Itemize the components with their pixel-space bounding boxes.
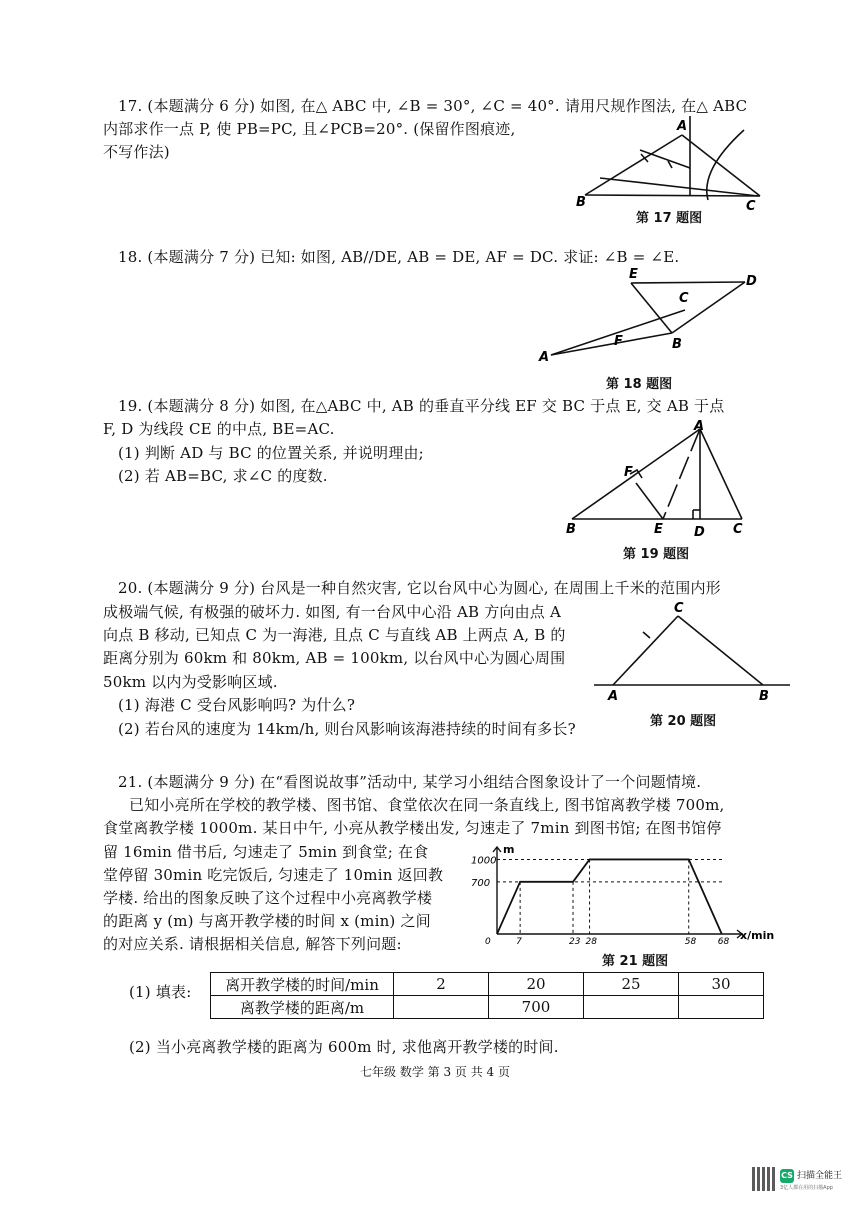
- q17-line-1: 17. (本题满分 6 分) 如图, 在△ ABC 中, ∠B = 30°, ∠C = 40°. 请用尺规作图法, 在△ ABC: [118, 97, 748, 115]
- q20-line-1: 20. (本题满分 9 分) 台风是一种自然灾害, 它以台风中心为圆心, 在周围上千米的范围内形: [118, 579, 721, 597]
- q21-line-2: 已知小亮所在学校的教学楼、图书馆、食堂依次在同一条直线上, 图书馆离教学楼 700m,: [129, 796, 725, 814]
- scanner-watermark: [752, 1167, 843, 1195]
- page-footer: 七年级 数学 第 3 页 共 4 页: [360, 1065, 510, 1079]
- chart-series-line: [497, 859, 722, 934]
- q21-line-4: 留 16min 借书后, 匀速走了 5min 到食堂; 在食: [103, 843, 429, 861]
- fig17-label-a: A: [677, 119, 688, 134]
- table-cell-blank[interactable]: [394, 996, 489, 1019]
- chart-xtick-label: 58: [684, 937, 697, 947]
- q17-line-2: 内部求作一点 P, 使 PB=PC, 且∠PCB=20°. (保留作图痕迹,: [103, 120, 516, 138]
- chart-ytick-label: 700: [471, 877, 491, 889]
- fig20-label-b: B: [759, 689, 769, 704]
- chart-xtick-label: 0: [485, 937, 491, 947]
- q19-line-3: (1) 判断 AD 与 BC 的位置关系, 并说明理由;: [118, 444, 424, 462]
- table-row: [211, 996, 764, 1019]
- fig18-label-d: D: [746, 274, 757, 289]
- fig18-label-a: A: [539, 350, 550, 365]
- q20-line-6: (1) 海港 C 受台风影响吗? 为什么?: [118, 696, 356, 714]
- fig17-label-c: C: [746, 199, 756, 214]
- fig18-label-e: E: [629, 267, 638, 282]
- fig19-label-c: C: [733, 522, 743, 537]
- q20-line-7: (2) 若台风的速度为 14km/h, 则台风影响该海港持续的时间有多长?: [118, 720, 576, 738]
- chart-xlabel: x/min: [740, 929, 775, 942]
- app-badge: CS: [780, 1169, 794, 1183]
- fig19-label-d: D: [694, 525, 705, 540]
- fig20-caption: 第 20 题图: [650, 714, 717, 729]
- q21-line-5: 堂停留 30min 吃完饭后, 匀速走了 10min 返回教: [103, 866, 444, 884]
- chart-xtick-label: 23: [569, 937, 581, 947]
- fig17-caption: 第 17 题图: [636, 211, 703, 226]
- q21-line-3: 食堂离教学楼 1000m. 某日中午, 小亮从教学楼出发, 匀速走了 7min 到图书馆; 在图书馆停: [103, 819, 722, 837]
- q19-line-4: (2) 若 AB=BC, 求∠C 的度数.: [118, 467, 328, 485]
- chart-ylabel: m: [503, 843, 515, 856]
- table-cell: 离开教学楼的时间/min: [211, 973, 394, 996]
- table-cell: 30: [679, 973, 764, 996]
- table-cell: 700: [489, 996, 584, 1019]
- table-cell: 25: [584, 973, 679, 996]
- q21-part1-label: (1) 填表:: [129, 983, 192, 1001]
- table-cell: 2: [394, 973, 489, 996]
- fig17-label-b: B: [576, 195, 586, 210]
- qr-code-icon: [752, 1167, 776, 1191]
- table-cell: 20: [489, 973, 584, 996]
- chart-xtick-label: 28: [585, 937, 598, 947]
- fig19-label-e: E: [654, 522, 663, 537]
- fig19-label-b: B: [566, 522, 576, 537]
- table-cell-blank[interactable]: [679, 996, 764, 1019]
- fig18-caption: 第 18 题图: [606, 377, 673, 392]
- fig19-label-a: A: [694, 419, 705, 434]
- q20-line-2: 成极端气候, 有极强的破坏力. 如图, 有一台风中心沿 AB 方向由点 A: [103, 603, 562, 621]
- q21-line-7: 的距离 y (m) 与离开教学楼的时间 x (min) 之间: [103, 912, 431, 930]
- q19-line-1: 19. (本题满分 8 分) 如图, 在△ABC 中, AB 的垂直平分线 EF 交 BC 于点 E, 交 AB 于点: [118, 397, 725, 415]
- q17-line-3: 不写作法): [103, 143, 170, 161]
- app-slogan: 3亿人都在用的扫描App: [780, 1185, 833, 1191]
- fig19-caption: 第 19 题图: [623, 547, 690, 562]
- fig18-label-c: C: [679, 291, 689, 306]
- fig20-label-a: A: [608, 689, 619, 704]
- chart-xtick-label: 7: [516, 937, 522, 947]
- table-cell-blank[interactable]: [584, 996, 679, 1019]
- fig19-label-f: F: [624, 465, 633, 480]
- q19-line-2: F, D 为线段 CE 的中点, BE=AC.: [103, 420, 335, 438]
- fig18-label-f: F: [614, 334, 623, 349]
- app-name: 扫描全能王: [797, 1171, 843, 1181]
- q20-line-4: 距离分别为 60km 和 80km, AB = 100km, 以台风中心为圆心周围: [103, 649, 566, 667]
- q21-line-1: 21. (本题满分 9 分) 在“看图说故事”活动中, 某学习小组结合图象设计了一个问题情境.: [118, 773, 702, 791]
- fig20-label-c: C: [674, 601, 684, 616]
- chart-ytick-label: 1000: [471, 855, 497, 867]
- q20-line-5: 50km 以内为受影响区域.: [103, 673, 278, 691]
- q18-line-1: 18. (本题满分 7 分) 已知: 如图, AB//DE, AB = DE, AF = DC. 求证: ∠B = ∠E.: [118, 248, 680, 266]
- fig18-label-b: B: [672, 337, 682, 352]
- q21-part2: (2) 当小亮离教学楼的距离为 600m 时, 求他离开教学楼的时间.: [129, 1038, 559, 1056]
- q20-line-3: 向点 B 移动, 已知点 C 为一海港, 且点 C 与直线 AB 上两点 A, B 的: [103, 626, 566, 644]
- table-row: [211, 973, 764, 996]
- fill-in-table: [210, 972, 764, 1019]
- table-cell: 离教学楼的距离/m: [211, 996, 394, 1019]
- fig21-caption: 第 21 题图: [602, 954, 669, 969]
- q21-line-8: 的对应关系. 请根据相关信息, 解答下列问题:: [103, 935, 402, 953]
- chart-xtick-label: 68: [717, 937, 730, 947]
- q21-line-6: 学楼. 给出的图象反映了这个过程中小亮离教学楼: [103, 889, 433, 907]
